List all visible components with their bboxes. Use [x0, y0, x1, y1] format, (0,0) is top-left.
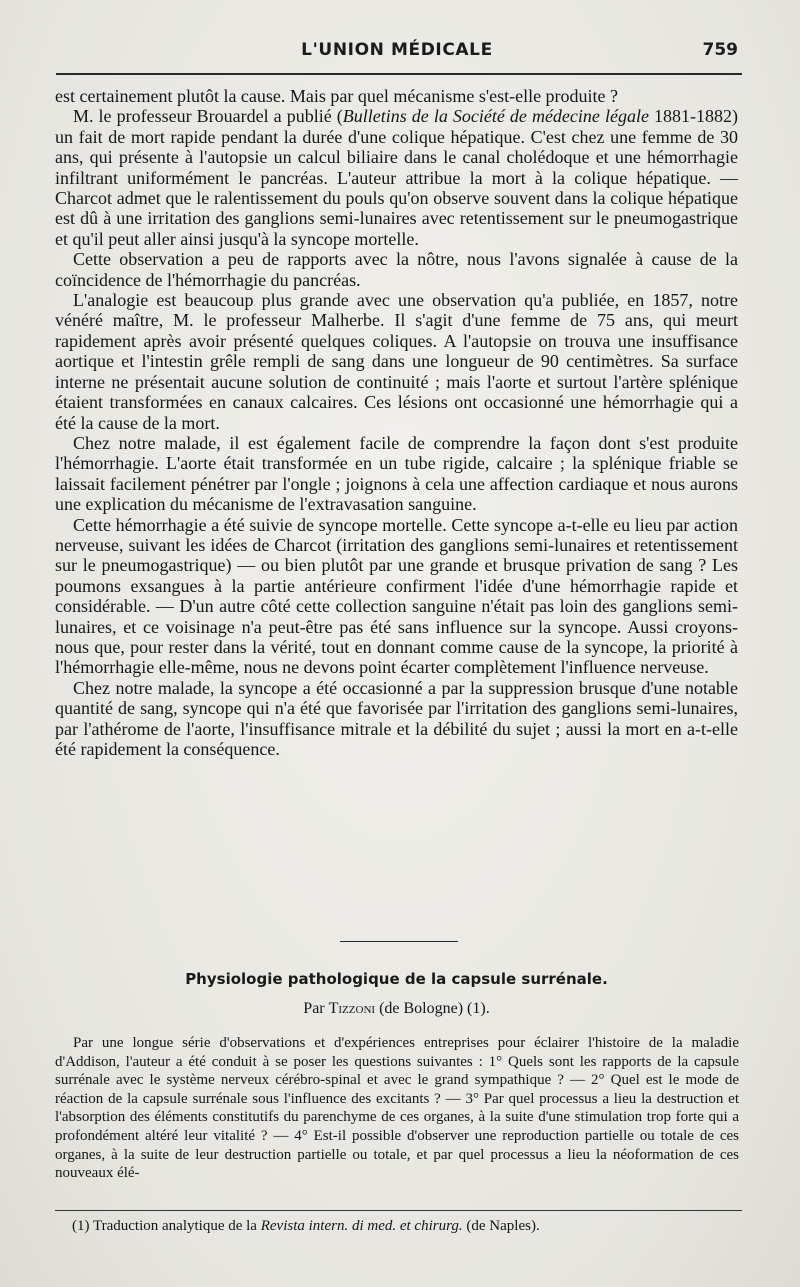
- paragraph-3: Cette observation a peu de rapports avec la nôtre, nous l'avons signalée à cause de la coïncidence de l'hémorrhagie du pancréas.: [55, 249, 738, 290]
- author-prefix: Par: [303, 1000, 329, 1017]
- footnote-journal: Revista intern. di med. et chirurg.: [260, 1218, 463, 1234]
- author-line: [55, 1000, 738, 1018]
- footnote: [72, 1218, 732, 1235]
- paragraph-4: L'analogie est beaucoup plus grande avec une observation qu'a publiée, en 1857, notre vénéré maître, M. le professeur Malherbe. Il s'agit d'une femme de 75 ans, qui meurt rapidement après avoir présenté quelques coliques. A l'autopsie on trouva une insuffisance aortique et l'intestin grêle rempli de sang dans une longueur de 90 centimètres. Sa surface interne ne présentait aucune solution de continuité ; mais l'aorte et surtout l'artère splénique étaient transformées en canaux calcaires. Ces lésions ont occasionné une hémorrhagie qui a été la cause de la mort.: [55, 290, 738, 433]
- paragraph-7: Chez notre malade, la syncope a été occasionné a par la suppression brusque d'une notable quantité de sang, syncope qui n'a été que favorisée par l'irritation des ganglions semi-lunaires, par l'athérome de l'aorte, l'insuffisance mitrale et la débilité du sujet ; aussi la mort en a-t-elle été rapidement la conséquence.: [55, 677, 738, 759]
- article-body: [55, 86, 738, 759]
- bulletins-citation: Bulletins de la Société de médecine légale: [342, 106, 649, 127]
- paragraph-1: est certainement plutôt la cause. Mais par quel mécanisme s'est-elle produite ?: [55, 86, 619, 106]
- header-rule: [56, 73, 742, 75]
- footnote-rule: [55, 1210, 742, 1211]
- paragraph-2: [55, 106, 738, 249]
- footnote-suffix: (de Naples).: [462, 1218, 540, 1234]
- author-suffix: (de Bologne) (1).: [375, 1000, 490, 1017]
- paragraph-2-part-b: 1881-1882) un fait de mort rapide pendant la durée d'une colique hépatique. C'est chez une femme de 30 ans, qui présente à l'autopsie un calcul biliaire dans le canal cholédoque et une hémorrhagie infiltrant uniformément le pancréas. L'auteur attribue la mort à la colique hépatique. — Charcot admet que le ralentissement du pouls qu'on observe souvent dans la colique hépatique est dû à une irritation des ganglions semi-lunaires avec retentissement sur le pneumogastrique et qu'il peut aller ainsi jusqu'à la syncope mortelle.: [55, 106, 738, 249]
- footnote-prefix: (1) Traduction analytique de la: [72, 1218, 261, 1234]
- section-abstract: Par une longue série d'observations et d'expériences entreprises pour éclairer l'histoire de la maladie d'Addison, l'auteur a été conduit à se poser les questions suivantes : 1° Quels sont les rapports de la capsule surrénale avec le système nerveux cérébro-spinal et avec le grand sympathique ? — 2° Quel est le mode de réaction de la capsule surrénale sous l'influence des excitants ? — 3° Par quel processus a lieu la destruction et l'absorption des éléments constitutifs du parenchyme de ces organes, à la suite d'une stimulation trop forte qui a profondément altéré leur vitalité ? — 4° Est-il possible d'observer une reproduction partielle ou totale de ces organes, à la suite de leur destruction partielle ou totale, et par quel processus a lieu la néoformation de ces nouveaux élé-: [55, 1035, 739, 1182]
- paragraph-2-part-a: M. le professeur Brouardel a publié (: [73, 106, 343, 127]
- page-number: 759: [702, 40, 738, 60]
- section-divider: [340, 941, 458, 942]
- paragraph-5: Chez notre malade, il est également facile de comprendre la façon dont s'est produite l'hémorrhagie. L'aorte était transformée en un tube rigide, calcaire ; la splénique friable se laissait facilement pénétrer par l'ongle ; joignons à cela une affection cardiaque et nous aurons une explication du mécanisme de l'extravasation sanguine.: [55, 432, 738, 515]
- paragraph-6: Cette hémorrhagie a été suivie de syncope mortelle. Cette syncope a-t-elle eu lieu par action nerveuse, suivant les idées de Charcot (irritation des ganglions semi-lunaires et retentissement sur le pneumogastrique) — ou bien plutôt par une grande et brusque privation de sang ? Les poumons exsangues à la partie antérieure confirment l'idée d'une hémorrhagie rapide et considérable. — D'un autre côté cette collection sanguine n'était pas loin des ganglions semi-lunaires, et ce voisinage n'a peut-être pas été sans influence sur la syncope. Aussi croyons-nous que, pour rester dans la vérité, tout en donnant comme cause de la syncope, la priorité à l'hémorrhagie elle-même, nous ne devons point écarter complètement l'influence nerveuse.: [55, 514, 738, 678]
- section-title: Physiologie pathologique de la capsule surrénale.: [185, 970, 608, 988]
- author-name: Tizzoni: [328, 1000, 376, 1017]
- page-header: [56, 36, 738, 70]
- running-title: L'UNION MÉDICALE: [301, 40, 493, 60]
